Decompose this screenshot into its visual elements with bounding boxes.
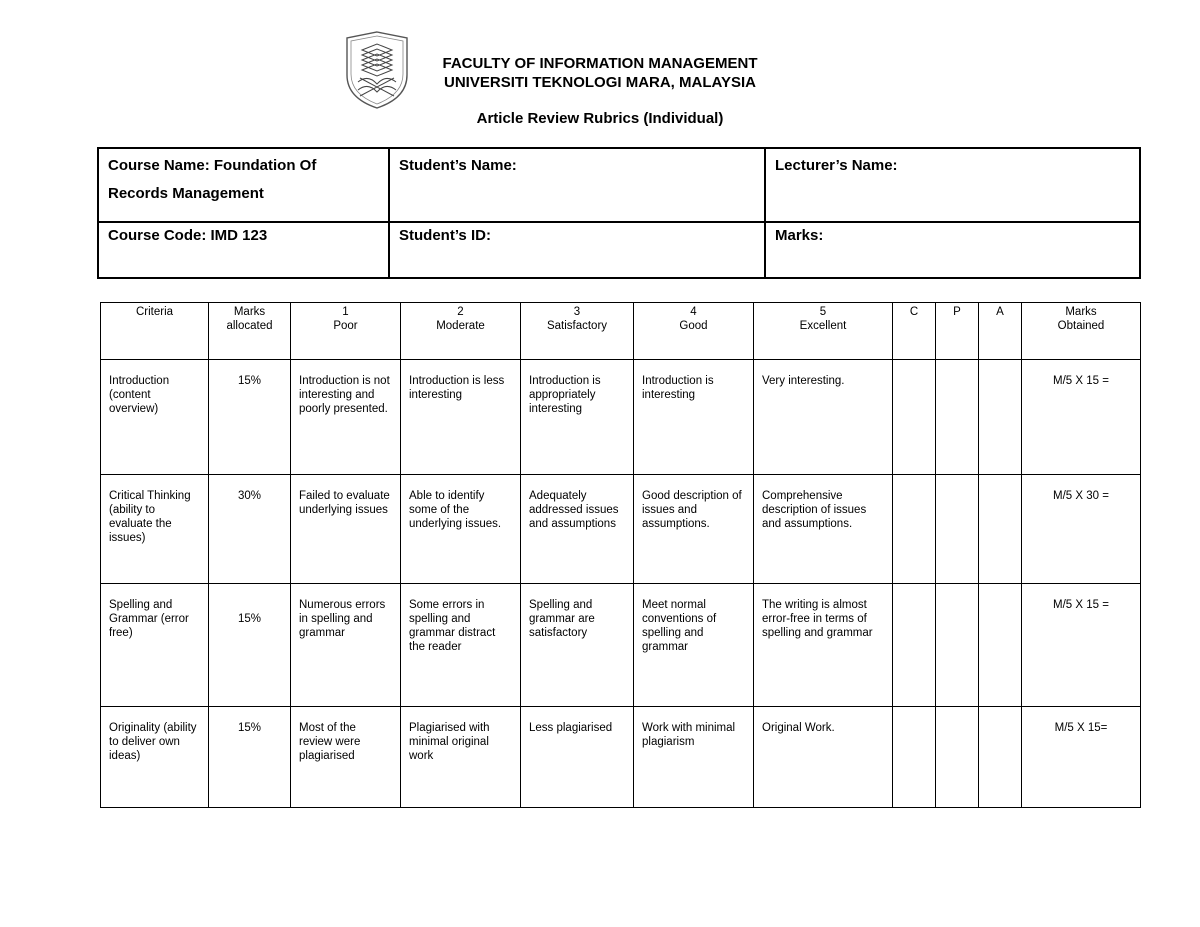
score-5-cell: Original Work. xyxy=(754,707,893,808)
university-name: UNIVERSITI TEKNOLOGI MARA, MALAYSIA xyxy=(444,74,756,91)
marks-obtained-cell: M/5 X 15 = xyxy=(1022,360,1141,475)
header-marks-allocated xyxy=(209,303,291,360)
p-cell xyxy=(936,360,979,475)
course-name-line2: Records Management xyxy=(108,185,264,202)
score-3-cell: Introduction is appropriately interesting xyxy=(521,360,634,475)
table-row xyxy=(101,584,1141,707)
student-name-cell xyxy=(389,148,765,222)
score-4-cell: Good description of issues and assumptions. xyxy=(634,475,754,584)
header-c: C xyxy=(893,303,936,360)
c-cell xyxy=(893,360,936,475)
criteria-cell: Critical Thinking (ability to evaluate the issues) xyxy=(101,475,209,584)
header-score-1 xyxy=(291,303,401,360)
course-info-table xyxy=(97,147,1141,279)
faculty-name: FACULTY OF INFORMATION MANAGEMENT xyxy=(442,55,758,72)
header-marks-obtained-line2: Obtained xyxy=(1057,320,1105,332)
a-cell xyxy=(979,475,1022,584)
header-score-2-number: 2 xyxy=(457,306,464,318)
marks-label: Marks: xyxy=(775,226,824,244)
score-2-cell: Introduction is less interesting xyxy=(401,360,521,475)
marks-cell xyxy=(765,222,1140,278)
header-score-5 xyxy=(754,303,893,360)
table-row xyxy=(101,360,1141,475)
marks-allocated-cell: 15% xyxy=(209,707,291,808)
lecturer-name-cell xyxy=(765,148,1140,222)
score-3-cell: Spelling and grammar are satisfactory xyxy=(521,584,634,707)
course-name-line1: Course Name: Foundation Of xyxy=(108,157,317,174)
header-score-2-label: Moderate xyxy=(436,320,485,332)
course-name-cell xyxy=(98,148,389,222)
course-code-cell xyxy=(98,222,389,278)
criteria-cell: Spelling and Grammar (error free) xyxy=(101,584,209,707)
criteria-cell: Introduction (content overview) xyxy=(101,360,209,475)
score-5-cell: Very interesting. xyxy=(754,360,893,475)
header-score-3-number: 3 xyxy=(573,306,581,318)
score-4-cell: Introduction is interesting xyxy=(634,360,754,475)
header-marks-allocated-line2: allocated xyxy=(226,320,273,332)
header-a: A xyxy=(979,303,1022,360)
document-title: Article Review Rubrics (Individual) xyxy=(476,110,724,127)
header-criteria: Criteria xyxy=(101,303,209,360)
a-cell xyxy=(979,584,1022,707)
header-score-4 xyxy=(634,303,754,360)
score-3-cell: Adequately addressed issues and assumptions xyxy=(521,475,634,584)
table-row xyxy=(101,475,1141,584)
c-cell xyxy=(893,707,936,808)
header-score-3-label: Satisfactory xyxy=(546,320,608,332)
header-marks-obtained xyxy=(1022,303,1141,360)
rubric-table xyxy=(100,302,1141,808)
header-marks-allocated-line1: Marks xyxy=(233,306,266,318)
criteria-cell: Originality (ability to deliver own ideas) xyxy=(101,707,209,808)
a-cell xyxy=(979,360,1022,475)
header-marks-obtained-line1: Marks xyxy=(1065,306,1097,318)
c-cell xyxy=(893,475,936,584)
score-4-cell: Work with minimal plagiarism xyxy=(634,707,754,808)
c-cell xyxy=(893,584,936,707)
marks-obtained-cell: M/5 X 15= xyxy=(1022,707,1141,808)
header-score-5-label: Excellent xyxy=(799,320,847,332)
score-1-cell: Failed to evaluate underlying issues xyxy=(291,475,401,584)
header-score-4-label: Good xyxy=(679,320,708,332)
score-1-cell: Numerous errors in spelling and grammar xyxy=(291,584,401,707)
student-id-cell xyxy=(389,222,765,278)
document-header xyxy=(0,54,1200,92)
student-name-label: Student’s Name: xyxy=(399,157,517,174)
p-cell xyxy=(936,475,979,584)
header-score-1-label: Poor xyxy=(333,320,358,332)
score-1-cell: Introduction is not interesting and poorly presented. xyxy=(291,360,401,475)
header-score-1-number: 1 xyxy=(342,306,349,318)
a-cell xyxy=(979,707,1022,808)
marks-obtained-cell: M/5 X 30 = xyxy=(1022,475,1141,584)
score-2-cell: Plagiarised with minimal original work xyxy=(401,707,521,808)
score-1-cell: Most of the review were plagiarised xyxy=(291,707,401,808)
header-score-5-number: 5 xyxy=(819,306,827,318)
header-p: P xyxy=(936,303,979,360)
header-score-2 xyxy=(401,303,521,360)
marks-allocated-cell: 15% xyxy=(209,584,291,707)
marks-allocated-cell: 15% xyxy=(209,360,291,475)
header-score-3 xyxy=(521,303,634,360)
score-5-cell: Comprehensive description of issues and assumptions. xyxy=(754,475,893,584)
score-2-cell: Some errors in spelling and grammar distract the reader xyxy=(401,584,521,707)
course-code-label: Course Code: IMD 123 xyxy=(108,226,268,244)
score-2-cell: Able to identify some of the underlying issues. xyxy=(401,475,521,584)
marks-allocated-cell: 30% xyxy=(209,475,291,584)
p-cell xyxy=(936,584,979,707)
score-5-cell: The writing is almost error-free in terms of spelling and grammar xyxy=(754,584,893,707)
p-cell xyxy=(936,707,979,808)
table-row xyxy=(101,707,1141,808)
lecturer-name-label: Lecturer’s Name: xyxy=(775,157,898,174)
score-3-cell: Less plagiarised xyxy=(521,707,634,808)
marks-obtained-cell: M/5 X 15 = xyxy=(1022,584,1141,707)
header-score-4-number: 4 xyxy=(690,306,697,318)
student-id-label: Student’s ID: xyxy=(399,226,491,244)
score-4-cell: Meet normal conventions of spelling and grammar xyxy=(634,584,754,707)
